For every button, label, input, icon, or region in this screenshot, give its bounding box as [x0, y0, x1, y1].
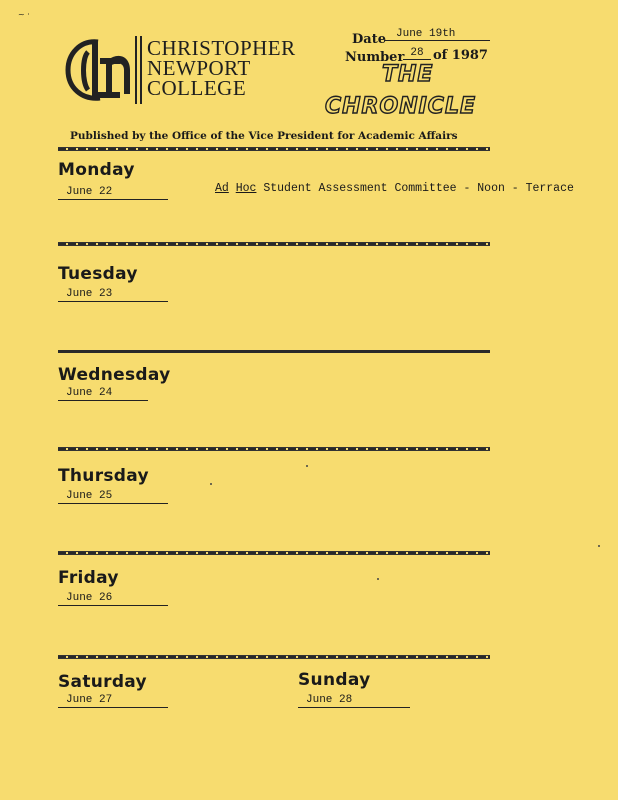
section-rule: [58, 551, 490, 555]
college-name: [147, 38, 296, 98]
section-rule: [58, 147, 490, 151]
date-wednesday: June 24: [58, 387, 148, 401]
date-saturday: June 27: [58, 694, 168, 708]
date-value: June 19th: [384, 28, 490, 41]
section-rule: [58, 242, 490, 246]
event-hoc: Hoc: [235, 182, 257, 195]
year-text: of 1987: [433, 48, 488, 63]
date-tuesday: June 23: [58, 288, 168, 302]
paper-speck: [377, 578, 379, 580]
date-thursday: June 25: [58, 490, 168, 504]
event-text: Student Assessment Committee - Noon - Terrace: [256, 182, 574, 195]
paper-speck: [306, 465, 308, 467]
section-rule: [58, 447, 490, 451]
day-thursday: Thursday: [58, 466, 149, 486]
day-sunday: Sunday: [298, 670, 371, 690]
number-value: 28: [403, 47, 431, 60]
date-sunday: June 28: [298, 694, 410, 708]
chronicle-the: THE: [382, 62, 434, 87]
date-row: [352, 30, 492, 46]
published-by: Published by the Office of the Vice President for Academic Affairs: [70, 130, 458, 142]
event-monday: [215, 182, 574, 195]
section-rule: [58, 655, 490, 659]
section-rule: [58, 350, 490, 353]
logo-divider-2: [140, 36, 142, 104]
college-name-line-2: NEWPORT: [147, 56, 251, 80]
corner-mark: ~ ·: [18, 10, 30, 19]
college-name-line-1: CHRISTOPHER: [147, 36, 296, 60]
date-friday: June 26: [58, 592, 168, 606]
number-label: Number: [345, 50, 405, 65]
college-name-line-3: COLLEGE: [147, 76, 247, 100]
cnc-monogram-icon: [58, 30, 138, 110]
day-friday: Friday: [58, 568, 119, 588]
paper-speck: [598, 545, 600, 547]
date-monday: June 22: [58, 186, 168, 200]
paper-speck: [210, 483, 212, 485]
day-saturday: Saturday: [58, 672, 147, 692]
event-ad: Ad: [215, 182, 229, 195]
day-wednesday: Wednesday: [58, 365, 171, 385]
chronicle-title: CHRONICLE: [325, 94, 476, 119]
day-tuesday: Tuesday: [58, 264, 138, 284]
logo-divider: [135, 36, 137, 104]
date-label: Date: [352, 32, 386, 47]
day-monday: Monday: [58, 160, 135, 180]
